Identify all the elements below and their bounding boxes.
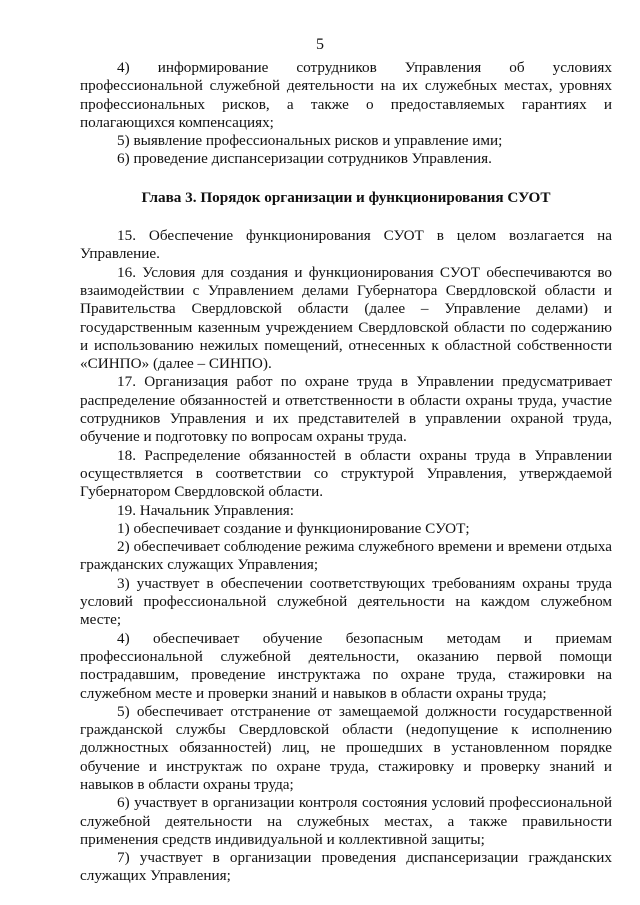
paragraph-clause-19-item-4: 4) обеспечивает обучение безопасным методам и приемам профессиональной служебной деятельности, оказанию первой помощи пострадавшим, проведение инструктажа по охране труда, стажировки на служебном месте и проверки знаний и навыков в области охраны труда;: [80, 629, 612, 702]
paragraph-item-4-informing: 4) информирование сотрудников Управления об условиях профессиональной служебной деятельности на их служебных местах, уровнях профессиональных рисков, а также о предоставляемых гарантиях и полагающихся компенсациях;: [80, 59, 612, 131]
paragraph-clause-17: 17. Организация работ по охране труда в Управлении предусматривает распределение обязанностей и ответственности в области охраны труда, участие сотрудников Управления и их представителей в управлении охраной труда, обучение и подготовку по вопросам охраны труда.: [80, 373, 612, 446]
chapter-heading: Глава 3. Порядок организации и функционирования СУОТ: [141, 188, 551, 206]
page-number: 5: [316, 36, 324, 53]
paragraph-clause-18: 18. Распределение обязанностей в области охраны труда в Управлении осуществляется в соответствии со структурой Управления, утверждаемой Губернатором Свердловской области.: [80, 446, 612, 501]
paragraph-clause-19-item-3: 3) участвует в обеспечении соответствующих требованиям охраны труда условий профессиональной служебной деятельности на каждом служебном месте;: [80, 574, 612, 629]
paragraph-clause-19-item-7: 7) участвует в организации проведения диспансеризации гражданских служащих Управления;: [80, 849, 612, 885]
paragraph-clause-19-item-6: 6) участвует в организации контроля состояния условий профессиональной служебной деятельности на служебных местах, а также правильности применения средств индивидуальной и коллективной защиты;: [80, 794, 612, 848]
paragraph-clause-16: 16. Условия для создания и функционирования СУОТ обеспечиваются во взаимодействии с Управлением делами Губернатора Свердловской области и Правительства Свердловской области (далее – Управление делами) и государственным казенным учреждением Свердловской области по содержанию и использованию нежилых помещений, отнесенных к областной собственности «СИНПО» (далее – СИНПО).: [80, 263, 612, 373]
paragraph-item-5-risks: 5) выявление профессиональных рисков и управление ими;: [117, 132, 503, 150]
paragraph-clause-19-item-1: 1) обеспечивает создание и функционирование СУОТ;: [117, 519, 470, 537]
document-body: [80, 59, 612, 886]
paragraph-clause-19-item-2: 2) обеспечивает соблюдение режима служебного времени и времени отдыха гражданских служащих Управления;: [80, 538, 612, 574]
paragraph-clause-19-item-5: 5) обеспечивает отстранение от замещаемой должности государственной гражданской службы Свердловской области (недопущение к исполнению должностных обязанностей) лиц, не прошедших в установленном порядке обучение и инструктаж по охране труда, стажировку и проверку знаний и навыков в области охраны труда;: [80, 702, 612, 793]
paragraph-clause-15: 15. Обеспечение функционирования СУОТ в целом возлагается на Управление.: [80, 227, 612, 263]
paragraph-item-6-dispensary: 6) проведение диспансеризации сотрудников Управления.: [117, 150, 492, 168]
paragraph-clause-19: 19. Начальник Управления:: [117, 501, 294, 519]
